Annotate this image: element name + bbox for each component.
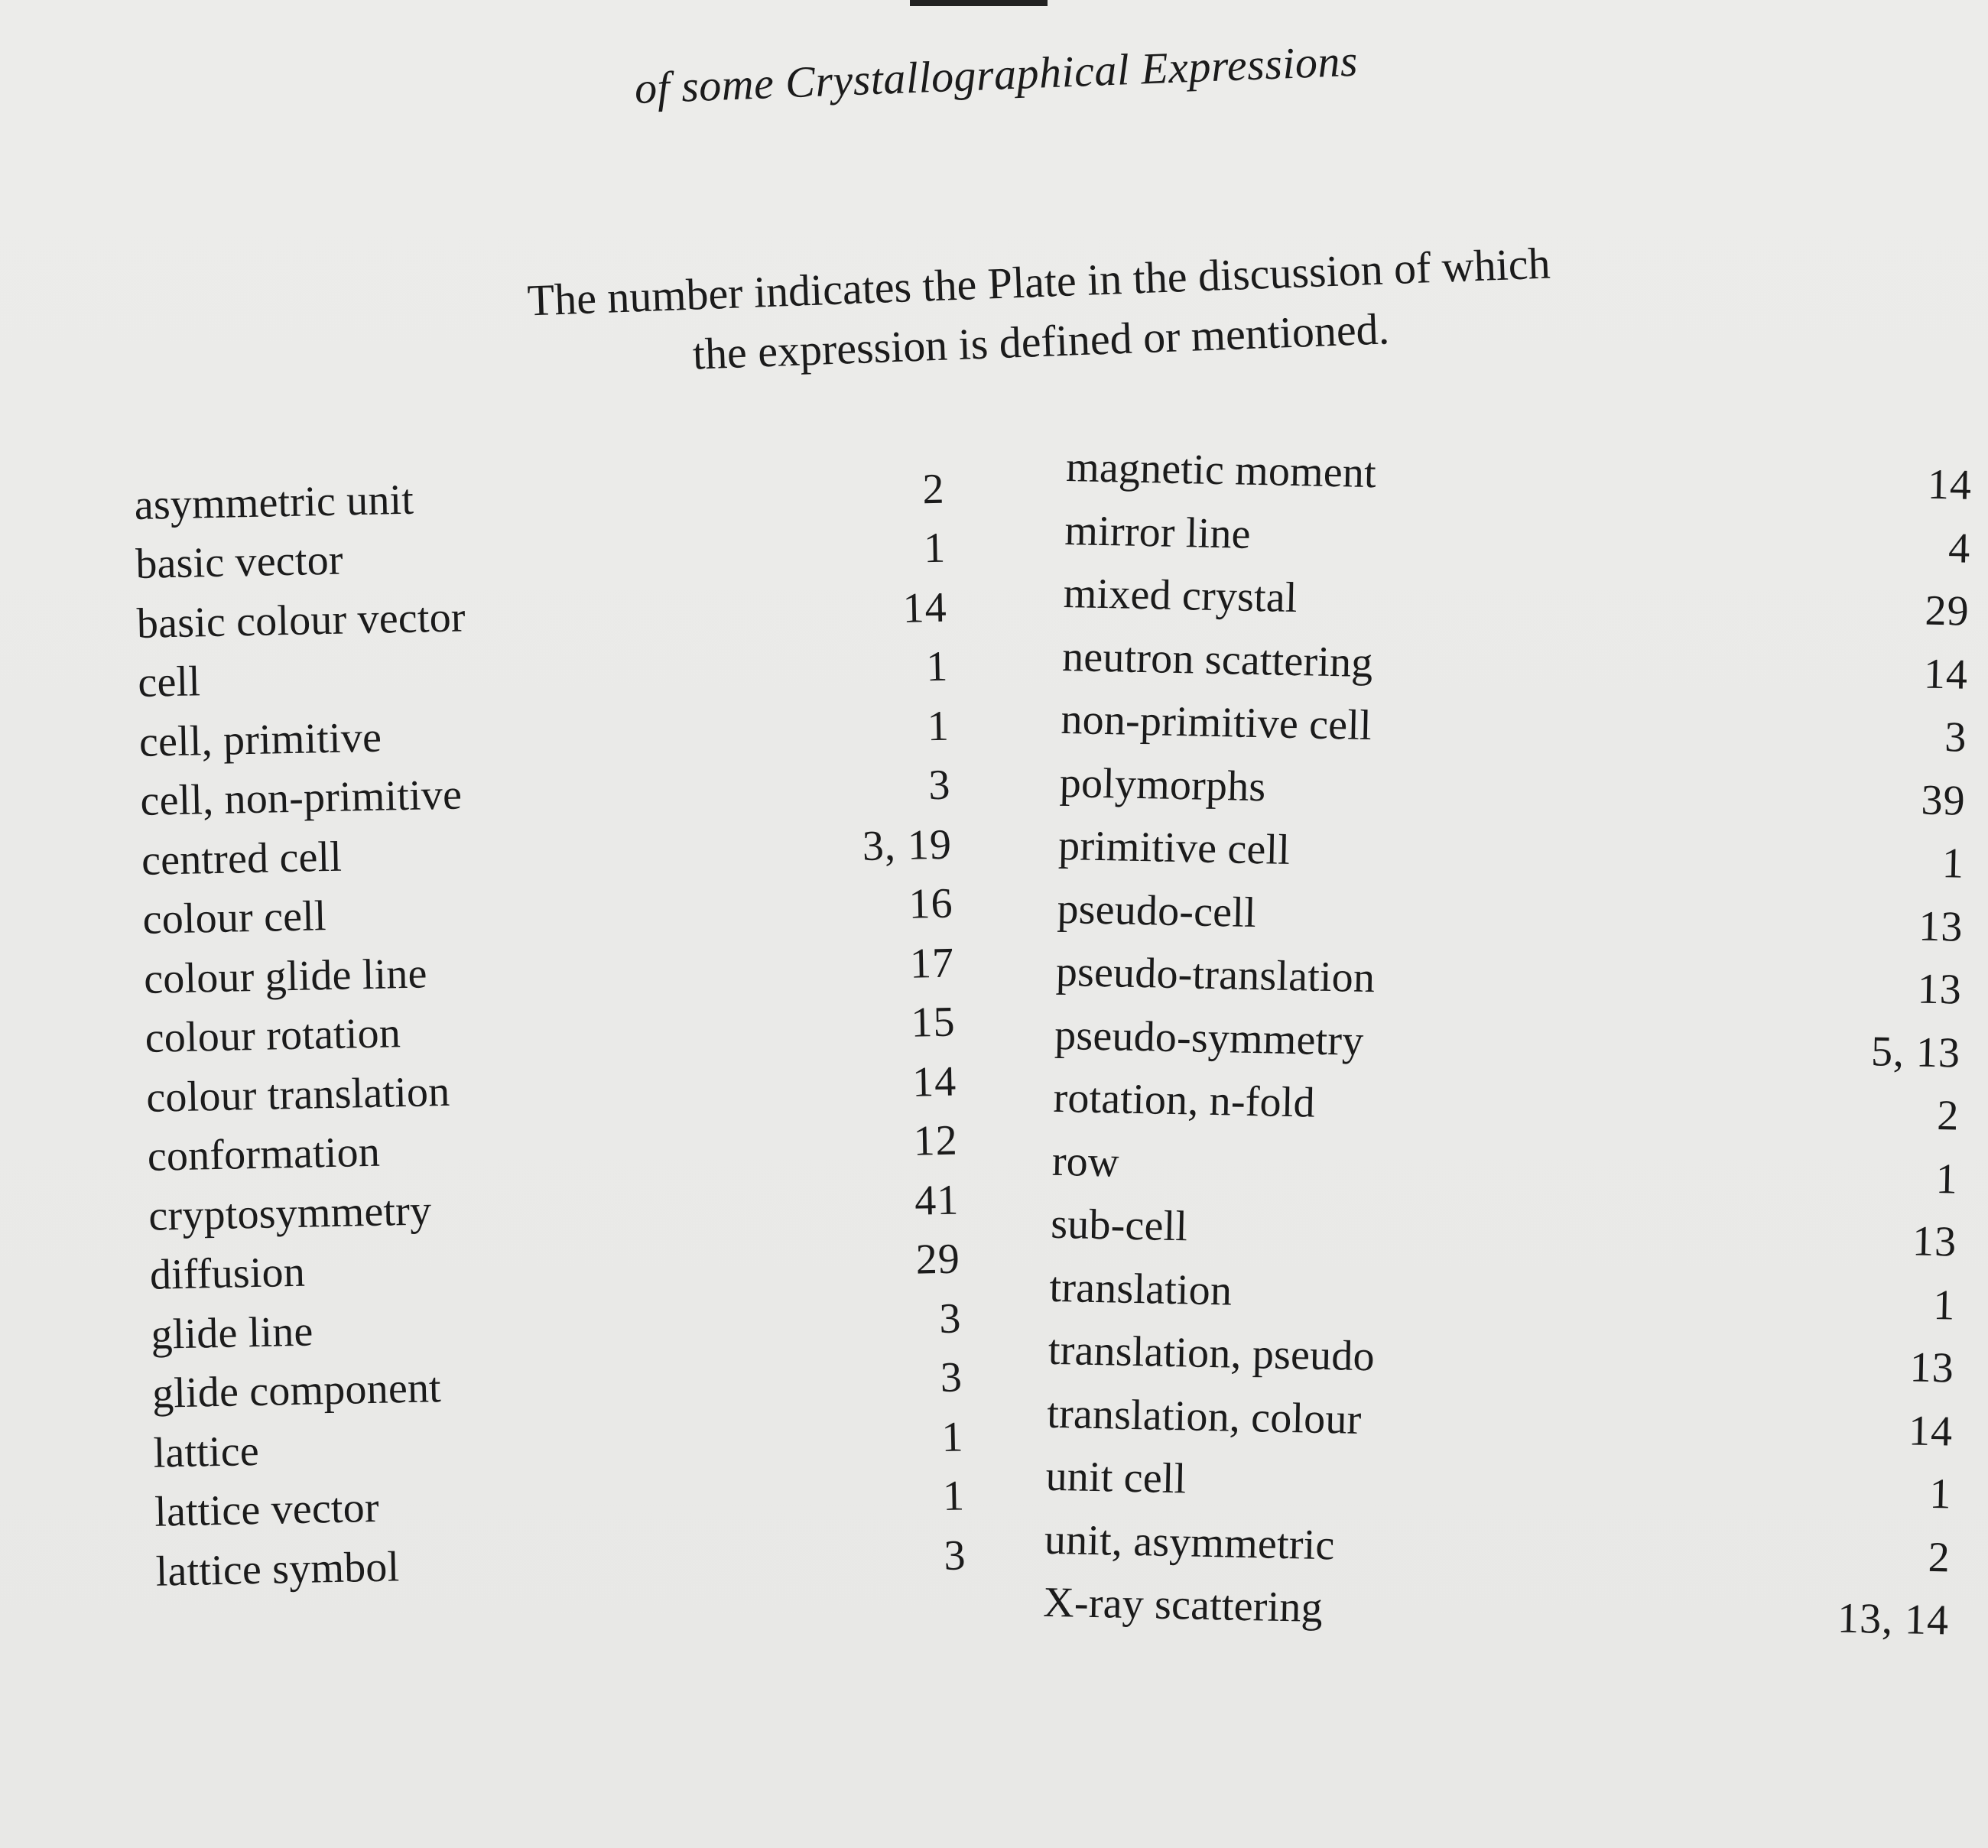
- plate-reference: 1: [1941, 840, 1965, 888]
- index-term: translation, colour: [1046, 1389, 1363, 1444]
- index-term: polymorphs: [1059, 758, 1267, 811]
- index-term: cell, primitive: [138, 713, 382, 766]
- plate-reference: 3: [940, 1353, 963, 1402]
- plate-reference: 29: [1925, 586, 1970, 635]
- index-term: lattice: [153, 1427, 260, 1477]
- index-term: lattice symbol: [155, 1543, 400, 1596]
- plate-reference: 15: [910, 998, 957, 1047]
- plate-reference: 39: [1921, 776, 1967, 825]
- right-index-column: [1042, 436, 1972, 1661]
- plate-reference: 3: [927, 761, 951, 810]
- index-term: magnetic moment: [1065, 443, 1377, 498]
- plate-reference: 3: [938, 1294, 962, 1343]
- index-term: unit, asymmetric: [1044, 1515, 1336, 1570]
- index-term: conformation: [147, 1128, 381, 1181]
- index-term: basic colour vector: [136, 593, 466, 648]
- index-term: unit cell: [1045, 1452, 1187, 1503]
- index-term: pseudo-cell: [1056, 885, 1257, 937]
- plate-reference: 3: [1944, 713, 1967, 762]
- index-term: rotation, n-fold: [1052, 1074, 1316, 1127]
- plate-reference: 14: [1908, 1407, 1954, 1456]
- index-term: neutron scattering: [1061, 632, 1374, 687]
- plate-reference: 1: [923, 524, 947, 573]
- index-explanation-line-1: The number indicates the Plate in the discussion of which: [526, 238, 1551, 326]
- index-term: non-primitive cell: [1060, 696, 1372, 750]
- plate-reference: 1: [940, 1413, 965, 1461]
- index-term: asymmetric unit: [134, 476, 414, 529]
- page-title: of some Crystallographical Expressions: [633, 35, 1359, 113]
- index-term: cryptosymmetry: [148, 1187, 432, 1240]
- index-term: X-ray scattering: [1042, 1578, 1324, 1632]
- plate-reference: 14: [911, 1057, 957, 1106]
- index-term: cell: [137, 658, 201, 707]
- index-term: basic vector: [135, 536, 344, 589]
- index-term: pseudo-translation: [1055, 948, 1376, 1002]
- index-term: colour glide line: [143, 950, 428, 1003]
- plate-reference: 5, 13: [1870, 1028, 1961, 1077]
- index-term: translation, pseudo: [1048, 1327, 1376, 1381]
- plate-reference: 1: [1932, 1281, 1957, 1330]
- index-explanation: [396, 229, 1684, 395]
- plate-reference: 12: [913, 1116, 959, 1165]
- plate-reference: 16: [908, 879, 954, 929]
- plate-reference: 13, 14: [1837, 1594, 1950, 1645]
- plate-reference: 13: [1918, 902, 1964, 951]
- plate-reference: 3: [943, 1531, 967, 1580]
- plate-reference: 41: [914, 1176, 960, 1225]
- index-term: colour rotation: [145, 1009, 401, 1063]
- index-term: glide line: [150, 1307, 314, 1359]
- plate-reference: 14: [1923, 650, 1969, 699]
- plate-reference: 13: [1909, 1343, 1955, 1392]
- index-term: glide component: [151, 1364, 442, 1418]
- plate-reference: 13: [1912, 1217, 1957, 1266]
- index-term: diffusion: [149, 1248, 306, 1300]
- index-term: colour cell: [142, 892, 327, 944]
- plate-reference: 2: [1928, 1533, 1951, 1582]
- plate-reference: 2: [921, 465, 946, 514]
- index-term: translation: [1049, 1263, 1233, 1315]
- plate-reference: 2: [1936, 1092, 1960, 1140]
- index-explanation-line-2: the expression is defined or mentioned.: [691, 304, 1391, 379]
- plate-reference: 3, 19: [862, 820, 953, 870]
- index-term: pseudo-symmetry: [1054, 1011, 1365, 1065]
- plate-reference: 1: [927, 702, 950, 750]
- index-term: mixed crystal: [1063, 570, 1298, 622]
- plate-reference: 4: [1947, 524, 1971, 573]
- index-term: centred cell: [141, 833, 343, 885]
- left-index-column: [134, 460, 966, 1600]
- plate-reference: 13: [1917, 965, 1963, 1014]
- plate-reference: 14: [902, 583, 948, 632]
- plate-reference: 29: [915, 1235, 961, 1284]
- index-term: primitive cell: [1057, 822, 1291, 875]
- index-term: cell, non-primitive: [139, 771, 463, 826]
- index-term: mirror line: [1064, 506, 1252, 558]
- plate-reference: 1: [942, 1472, 966, 1521]
- index-term: lattice vector: [154, 1484, 380, 1536]
- index-term: colour translation: [145, 1067, 450, 1122]
- plate-reference: 1: [925, 642, 949, 691]
- plate-reference: 14: [1927, 460, 1973, 510]
- index-term: row: [1051, 1137, 1120, 1187]
- index-term: sub-cell: [1050, 1200, 1188, 1251]
- plate-reference: 1: [1928, 1470, 1953, 1518]
- page-top-mark: [910, 0, 1048, 6]
- plate-reference: 17: [909, 939, 955, 988]
- plate-reference: 1: [1935, 1155, 1959, 1203]
